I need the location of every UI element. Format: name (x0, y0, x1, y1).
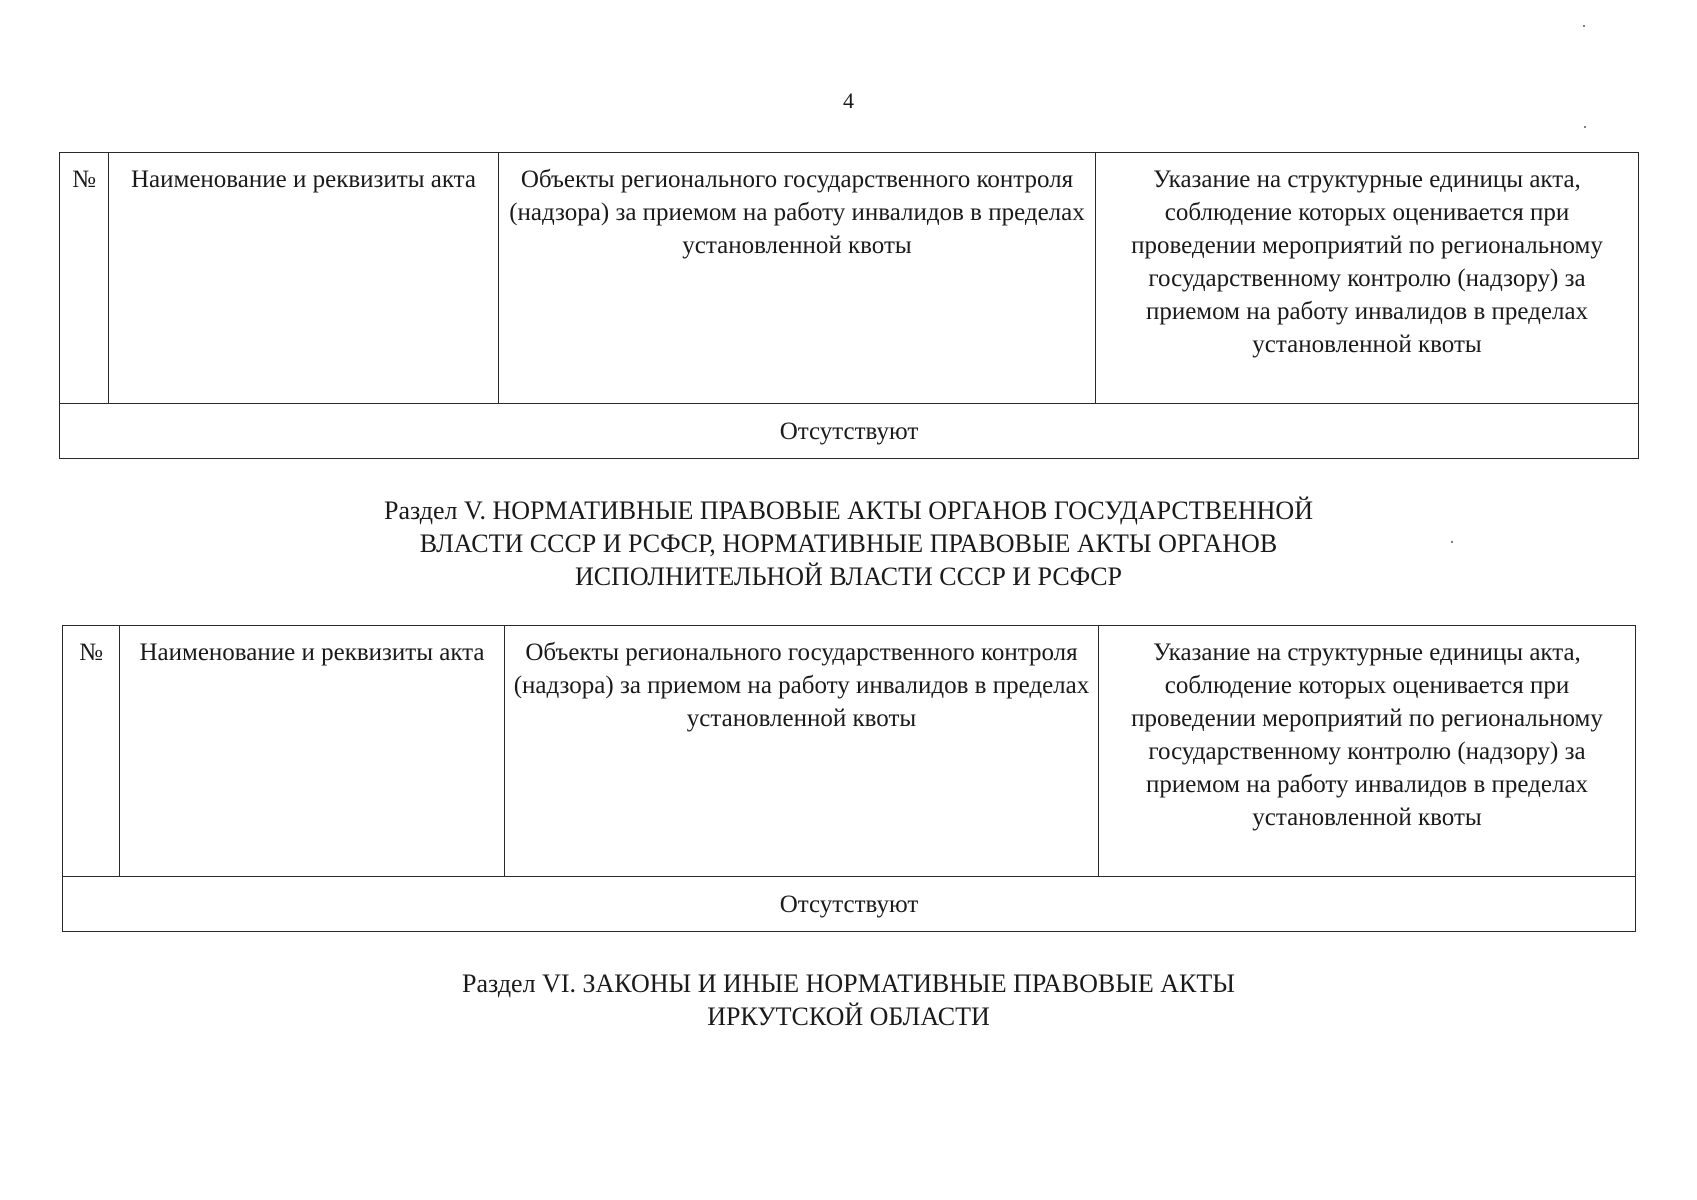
section-6-heading-line: ИРКУТСКОЙ ОБЛАСТИ (707, 1002, 990, 1031)
header-number: № (60, 153, 109, 404)
table-row (63, 877, 1636, 932)
requirements-table-section-5 (62, 625, 1636, 932)
empty-table-note: Отсутствуют (60, 404, 1639, 459)
header-number: № (63, 626, 120, 877)
table-header-row (60, 153, 1639, 404)
empty-table-note: Отсутствуют (63, 877, 1636, 932)
scan-speck (1451, 541, 1453, 543)
requirements-table-section-4 (59, 152, 1639, 459)
section-5-heading-line: ИСПОЛНИТЕЛЬНОЙ ВЛАСТИ СССР И РСФСР (574, 562, 1123, 591)
section-5-heading (0, 494, 1697, 593)
section-5-heading-line: Раздел V. НОРМАТИВНЫЕ ПРАВОВЫЕ АКТЫ ОРГАНОВ ГОСУДАРСТВЕННОЙ (383, 496, 1313, 525)
table-header-row (63, 626, 1636, 877)
page-number: 4 (843, 88, 854, 113)
table-row (60, 404, 1639, 459)
scan-speck (1583, 25, 1585, 27)
section-6-heading-line: Раздел VI. ЗАКОНЫ И ИНЫЕ НОРМАТИВНЫЕ ПРАВОВЫЕ АКТЫ (462, 969, 1235, 998)
header-act-name: Наименование и реквизиты акта (109, 153, 499, 404)
scan-speck (1584, 126, 1586, 128)
header-control-objects: Объекты регионального государственного контроля (надзора) за приемом на работу инвалидов в пределах установленной квоты (499, 153, 1096, 404)
section-6-heading (0, 967, 1697, 1033)
header-structural-units: Указание на структурные единицы акта, соблюдение которых оценивается при проведении мероприятий по региональному государственному контролю (надзору) за приемом на работу инвалидов в пределах установленной квоты (1099, 626, 1636, 877)
section-5-heading-line: ВЛАСТИ СССР И РСФСР, НОРМАТИВНЫЕ ПРАВОВЫЕ АКТЫ ОРГАНОВ (419, 529, 1278, 558)
header-structural-units: Указание на структурные единицы акта, соблюдение которых оценивается при проведении мероприятий по региональному государственному контролю (надзору) за приемом на работу инвалидов в пределах установленной квоты (1096, 153, 1639, 404)
header-act-name: Наименование и реквизиты акта (120, 626, 505, 877)
header-control-objects: Объекты регионального государственного контроля (надзора) за приемом на работу инвалидов в пределах установленной квоты (505, 626, 1099, 877)
